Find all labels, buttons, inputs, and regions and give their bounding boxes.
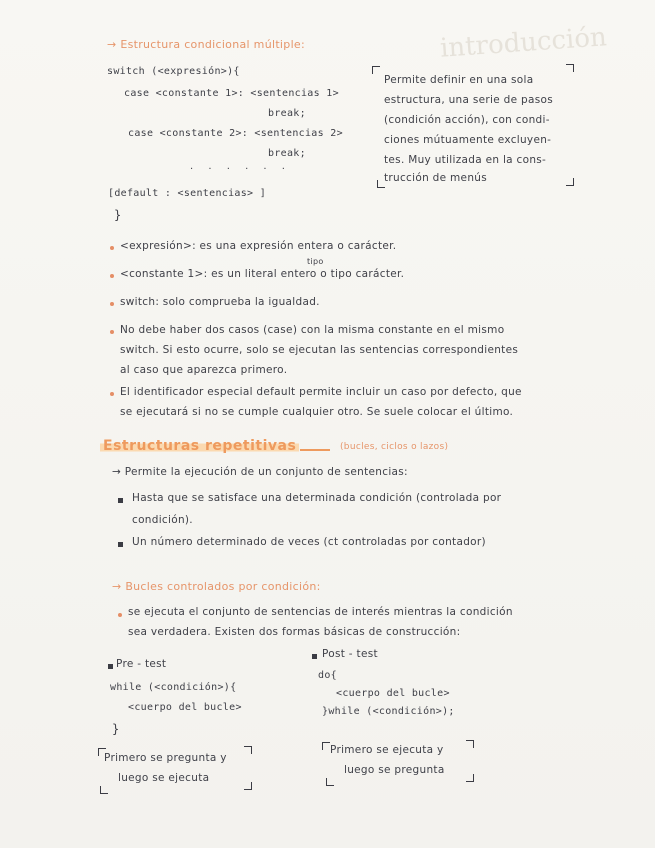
bullet-default-1: El identificador especial default permite incluir un caso por defecto, que: [120, 386, 522, 398]
section2-item-2: Un número determinado de veces (ct controladas por contador): [132, 536, 486, 548]
pretest-note-corner-bl: [100, 786, 108, 794]
heading-dash: [300, 449, 330, 451]
posttest-code-2: <cuerpo del bucle>: [336, 688, 450, 699]
note-line-6: trucción de menús: [384, 172, 487, 184]
section3-text-1: se ejecuta el conjunto de sentencias de interés mientras la condición: [128, 606, 513, 618]
code-break1-line: break;: [268, 108, 306, 119]
bullet-icon: [312, 654, 317, 659]
note-line-2: estructura, una serie de pasos: [384, 94, 553, 106]
pretest-code-1: while (<condición>){: [110, 682, 237, 693]
section2-subtitle: (bucles, ciclos o lazos): [340, 442, 449, 452]
bleed-through-text: introducción: [439, 22, 608, 64]
pretest-note-corner-tr: [244, 746, 252, 754]
note-line-3: (condición acción), con condi-: [384, 114, 550, 126]
pretest-note-corner-br: [244, 782, 252, 790]
bullet-icon: [108, 664, 113, 669]
note-line-5: tes. Muy utilizada en la cons-: [384, 154, 547, 166]
bullet-icon: [110, 392, 114, 396]
bullet-icon: [110, 330, 114, 334]
bullet-no-dos-casos-1: No debe haber dos casos (case) con la misma constante en el mismo: [120, 324, 505, 336]
code-ellipsis: · · · · · ·: [190, 164, 291, 175]
pretest-code-3: }: [112, 722, 120, 736]
bullet-no-dos-casos-2: switch. Si esto ocurre, solo se ejecutan las sentencias correspondientes: [120, 344, 519, 356]
bullet-icon: [110, 302, 114, 306]
section2-heading: Estructuras repetitivas: [100, 438, 299, 454]
pretest-note-2: luego se ejecuta: [118, 772, 210, 784]
section3-title: → Bucles controlados por condición:: [112, 580, 321, 593]
pretest-label: Pre - test: [116, 658, 167, 670]
posttest-label: Post - test: [322, 648, 378, 660]
note-line-1: Permite definir en una sola: [384, 74, 534, 86]
bullet-expresion: <expresión>: es una expresión entera o carácter.: [120, 240, 397, 252]
bullet-switch: switch: solo comprueba la igualdad.: [120, 296, 320, 308]
section2-intro: → Permite la ejecución de un conjunto de sentencias:: [112, 466, 408, 478]
posttest-note-1: Primero se ejecuta y: [330, 744, 444, 756]
note-corner-br: [566, 178, 574, 186]
posttest-note-corner-tl: [322, 742, 330, 750]
posttest-code-1: do{: [318, 670, 337, 681]
posttest-note-corner-bl: [326, 778, 334, 786]
posttest-note-2: luego se pregunta: [344, 764, 445, 776]
bullet-constante: <constante 1>: es un literal entero o tipo carácter.: [120, 268, 405, 280]
bullet-icon: [110, 274, 114, 278]
bullet-icon: [118, 613, 122, 617]
section2-item-1b: condición).: [132, 514, 193, 526]
posttest-note-corner-br: [466, 774, 474, 782]
code-break2-line: break;: [268, 148, 306, 159]
section1-title: → Estructura condicional múltiple:: [107, 38, 306, 51]
note-corner-tl: [372, 66, 380, 74]
pretest-note-1: Primero se pregunta y: [104, 752, 227, 764]
posttest-note-corner-tr: [466, 740, 474, 748]
code-default-line: [default : <sentencias> ]: [108, 188, 267, 199]
pretest-code-2: <cuerpo del bucle>: [128, 702, 242, 713]
note-line-4: ciones mútuamente excluyen-: [384, 134, 552, 146]
bullet-no-dos-casos-3: al caso que aparezca primero.: [120, 364, 288, 376]
code-case1-line: case <constante 1>: <sentencias 1>: [124, 88, 339, 99]
code-switch-line: switch (<expresión>){: [107, 66, 240, 77]
note-corner-tr: [566, 64, 574, 72]
bullet-icon: [118, 498, 123, 503]
bullet-icon: [110, 246, 114, 250]
bullet-icon: [118, 542, 123, 547]
posttest-code-3: }while (<condición>);: [322, 706, 455, 717]
bullet-default-2: se ejecutará si no se cumple cualquier otro. Se suele colocar el último.: [120, 406, 514, 418]
annotation-tipo: tipo: [307, 257, 324, 266]
section2-item-1: Hasta que se satisface una determinada condición (controlada por: [132, 492, 502, 504]
code-case2-line: case <constante 2>: <sentencias 2>: [128, 128, 343, 139]
code-close-brace: }: [114, 208, 122, 222]
section3-text-2: sea verdadera. Existen dos formas básicas de construcción:: [128, 626, 461, 638]
